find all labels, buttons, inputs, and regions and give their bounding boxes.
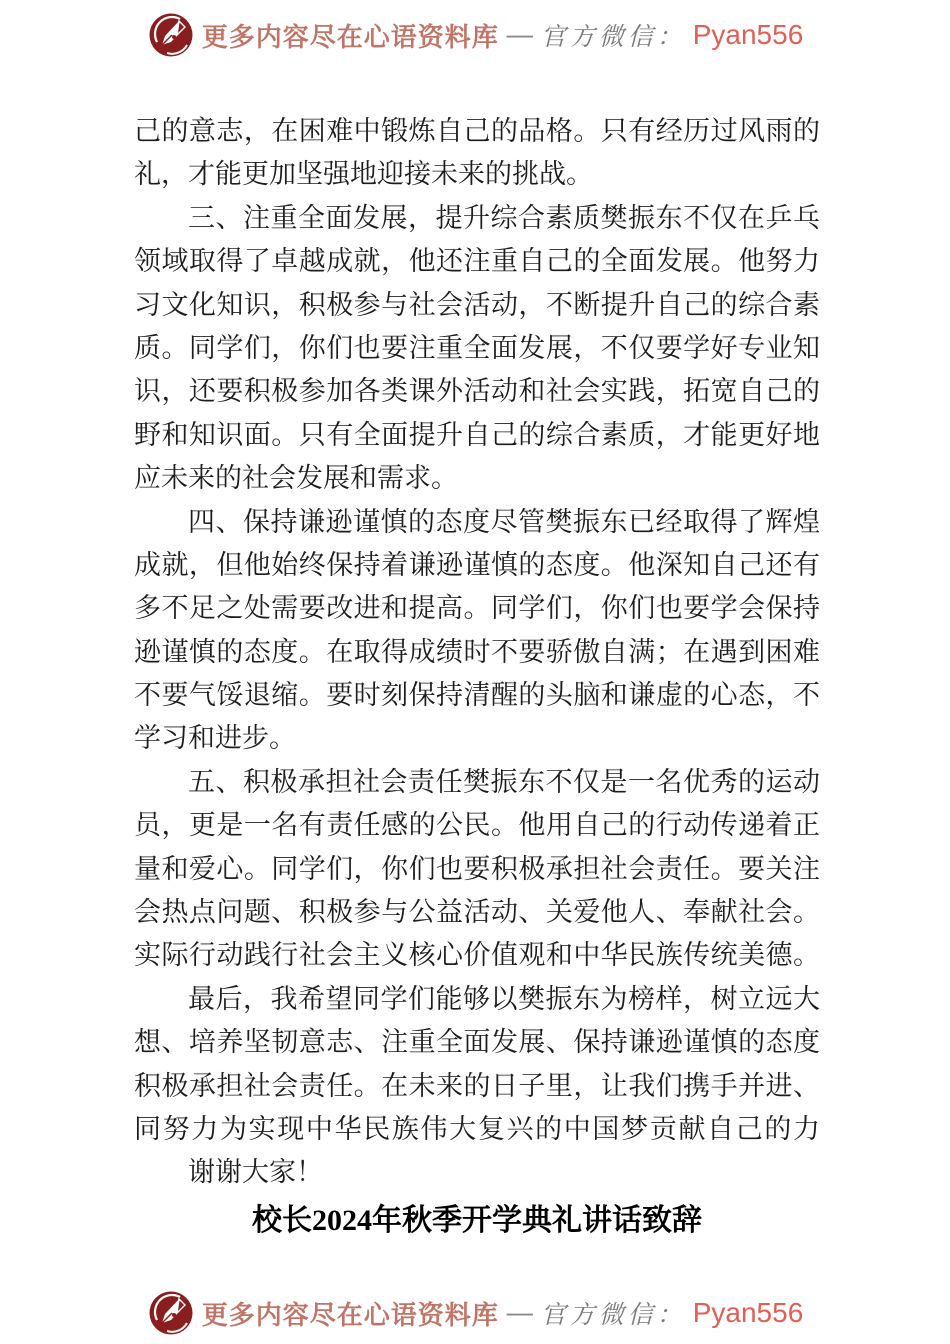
pen-nib-logo-icon — [147, 1289, 195, 1337]
watermark-header — [0, 11, 950, 59]
separator-dash: — — [506, 20, 533, 49]
text-line: 谢谢大家！ — [188, 1157, 323, 1188]
text-line: 不要气馁退缩。要时刻保持清醒的头脑和谦虚的心态，不 — [134, 680, 820, 711]
text-line: 领域取得了卓越成就，他还注重自己的全面发展。他努力 — [134, 246, 820, 277]
text-line: 实际行动践行社会主义核心价值观和中华民族传统美德。 — [134, 940, 820, 971]
text-line: 识，还要积极参加各类课外活动和社会实践，拓宽自己的 — [134, 376, 820, 407]
separator-dash: — — [506, 1298, 533, 1327]
text-line: 野和知识面。只有全面提升自己的综合素质，才能更好地 — [134, 419, 820, 450]
text-line: 逊谨慎的态度。在取得成绩时不要骄傲自满；在遇到困难 — [134, 636, 820, 667]
text-line: 学习和进步。 — [134, 723, 296, 754]
text-line: 员，更是一名有责任感的公民。他用自己的行动传递着正 — [134, 810, 820, 841]
text-line: 量和爱心。同学们，你们也要积极承担社会责任。要关注 — [134, 853, 820, 884]
wechat-label: 官方微信： — [540, 1302, 686, 1329]
text-line: 礼，才能更加坚强地迎接未来的挑战。 — [134, 159, 593, 190]
text-line: 质。同学们，你们也要注重全面发展，不仅要学好专业知 — [134, 332, 820, 363]
text-line: 会热点问题、积极参与公益活动、关爱他人、奉献社会。 — [134, 897, 820, 928]
text-line: 同努力为实现中华民族伟大复兴的中国梦贡献自己的力 — [134, 1113, 820, 1144]
wechat-id: Pyan556 — [692, 1297, 804, 1328]
text-line: 积极承担社会责任。在未来的日子里，让我们携手并进、 — [134, 1070, 820, 1101]
pen-nib-logo-icon — [147, 11, 195, 59]
text-line: 最后，我希望同学们能够以樊振东为榜样，树立远大 — [188, 983, 820, 1014]
text-line: 想、培养坚韧意志、注重全面发展、保持谦逊谨慎的态度 — [134, 1027, 820, 1058]
text-line: 多不足之处需要改进和提高。同学们，你们也要学会保持 — [134, 593, 820, 624]
text-line: 五、积极承担社会责任樊振东不仅是一名优秀的运动 — [188, 766, 820, 797]
text-line: 三、注重全面发展，提升综合素质樊振东不仅在乒乓 — [188, 202, 820, 233]
text-line: 成就，但他始终保持着谦逊谨慎的态度。他深知自己还有 — [134, 549, 820, 580]
watermark-footer — [0, 1289, 950, 1337]
wechat-label: 官方微信： — [540, 24, 686, 51]
text-line: 应未来的社会发展和需求。 — [134, 463, 458, 494]
wechat-id: Pyan556 — [692, 19, 804, 50]
next-section-title: 校长2024年秋季开学典礼讲话致辞 — [252, 1203, 702, 1237]
text-line: 己的意志，在困难中锻炼自己的品格。只有经历过风雨的 — [134, 116, 820, 146]
document-body — [134, 110, 820, 1242]
brand-text: 更多内容尽在心语资料库 — [201, 22, 499, 52]
brand-text: 更多内容尽在心语资料库 — [201, 1300, 499, 1330]
text-line: 习文化知识，积极参与社会活动，不断提升自己的综合素 — [134, 289, 820, 320]
text-line: 四、保持谦逊谨慎的态度尽管樊振东已经取得了辉煌 — [188, 506, 820, 537]
